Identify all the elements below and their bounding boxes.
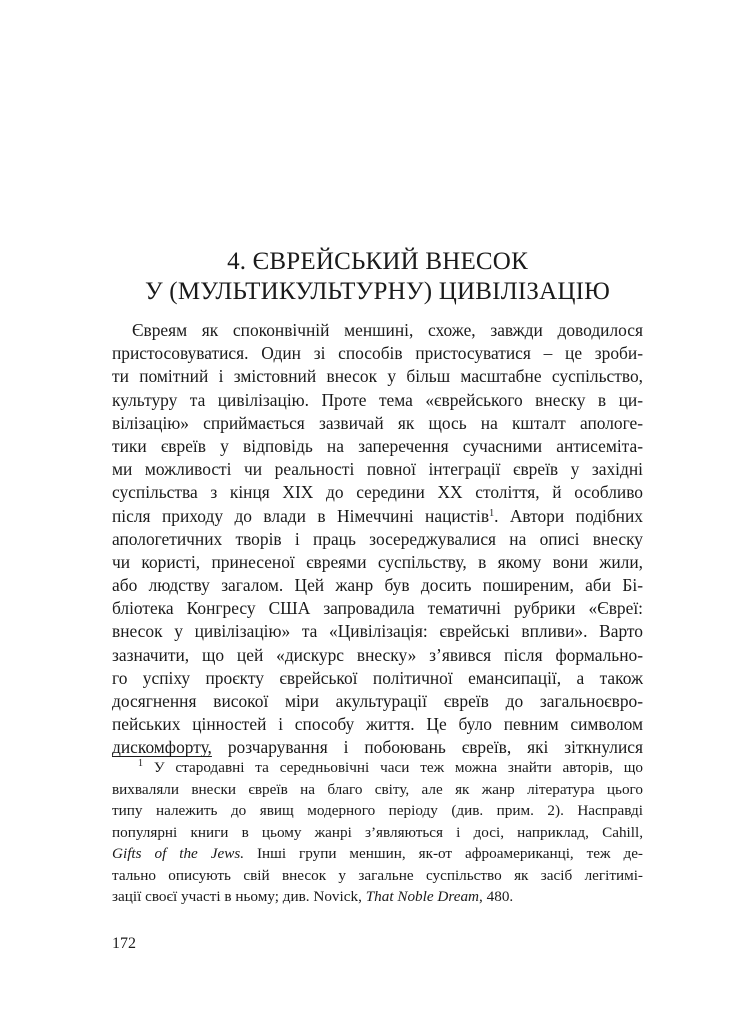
footnote-line: типу належить до явищ модерного періоду (див. прим. 2). Насправді: [112, 802, 643, 819]
footnote-line: тально описують свій внесок у загальне суспільство як засіб легітимі-: [112, 866, 643, 884]
body-line: суспільства з кінця XIX до середини XX століття, й особливо: [112, 482, 643, 503]
body-line: апологетичних творів і праць зосереджувалися на описі внеску: [112, 528, 643, 549]
body-line: або людству загалом. Цей жанр був досить поширеним, аби Бі-: [112, 575, 643, 596]
body-line-text: розчарування і побоювань євреїв, які зіткнулися: [227, 737, 643, 758]
chapter-title-line-1: 4. ЄВРЕЙСЬКИЙ ВНЕСОК: [227, 248, 528, 275]
body-line-text: після приходу до влади в Німеччині нацистів: [112, 505, 490, 526]
footnote: [112, 757, 643, 908]
body-line: зазначити, що цей «дискурс внеску» з’явився після формально-: [112, 644, 643, 665]
footnote-line: популярні книги в цьому жанрі з’являються і досі, наприклад, Cahill,: [112, 823, 643, 841]
body-line: пристосовуватися. Один зі способів пристосуватися – це зроби-: [112, 343, 643, 364]
body-line-text: . Автори подібних: [494, 505, 643, 526]
book-title-italic: That Noble Dream: [365, 888, 480, 905]
book-title-italic: Gifts of the Jews.: [112, 845, 245, 862]
footnote-line: [112, 843, 643, 865]
page-number: 172: [112, 935, 136, 952]
body-line: чи користі, принесеної євреями суспільству, в якому вони жили,: [112, 551, 643, 572]
body-line: ми можливості чи реальності повної інтеграції євреїв у західні: [112, 459, 643, 480]
footnote-reference[interactable]: 1: [489, 507, 495, 519]
body-line: Євреям як споконвічній меншині, схоже, завжди доводилося: [132, 320, 643, 340]
body-line: досягнення високої міри акультурації євреїв до загальноєвро-: [112, 691, 643, 711]
body-line: ти помітний і змістовний внесок у більш масштабне суспільство,: [112, 366, 643, 387]
body-line: [112, 505, 643, 528]
chapter-title: [112, 247, 643, 307]
body-line: бліотека Конгресу США запровадила тематичні рубрики «Євреї:: [112, 598, 643, 619]
footnote-text: У стародавні та середньовічні часи теж можна знайти авторів, що: [153, 759, 643, 776]
underlined-word: дискомфорту,: [112, 737, 212, 758]
chapter-title-line-2: У (МУЛЬТИКУЛЬТУРНУ) ЦИВІЛІЗАЦІЮ: [144, 278, 611, 305]
body-line: вілізацію» сприймається зазвичай як щось на кшталт апологе-: [112, 412, 643, 433]
body-line: тики євреїв у відповідь на заперечення сучасними антисеміта-: [112, 435, 643, 456]
body-line: го успіху проєкту єврейської політичної емансипації, а також: [112, 667, 643, 688]
footnote-line: [112, 757, 643, 779]
footnote-marker: 1: [138, 758, 143, 769]
footnote-text: Інші групи меншин, як-от афроамериканці, теж де-: [244, 845, 643, 862]
footnote-line: вихваляли внески євреїв на благо світу, але як жанр література цього: [112, 780, 643, 798]
body-paragraph: [112, 319, 643, 760]
footnote-text: зації своєї участі в ньому; див. Novick,: [112, 888, 366, 905]
body-line: пейських цінностей і способу життя. Це було певним символом: [112, 714, 643, 735]
body-line: внесок у цивілізацію» та «Цивілізація: єврейські впливи». Варто: [112, 621, 643, 642]
footnote-text: , 480.: [479, 888, 514, 905]
body-line: культуру та цивілізацію. Проте тема «єврейського внеску в ци-: [112, 389, 643, 410]
footnote-line: [112, 886, 643, 908]
